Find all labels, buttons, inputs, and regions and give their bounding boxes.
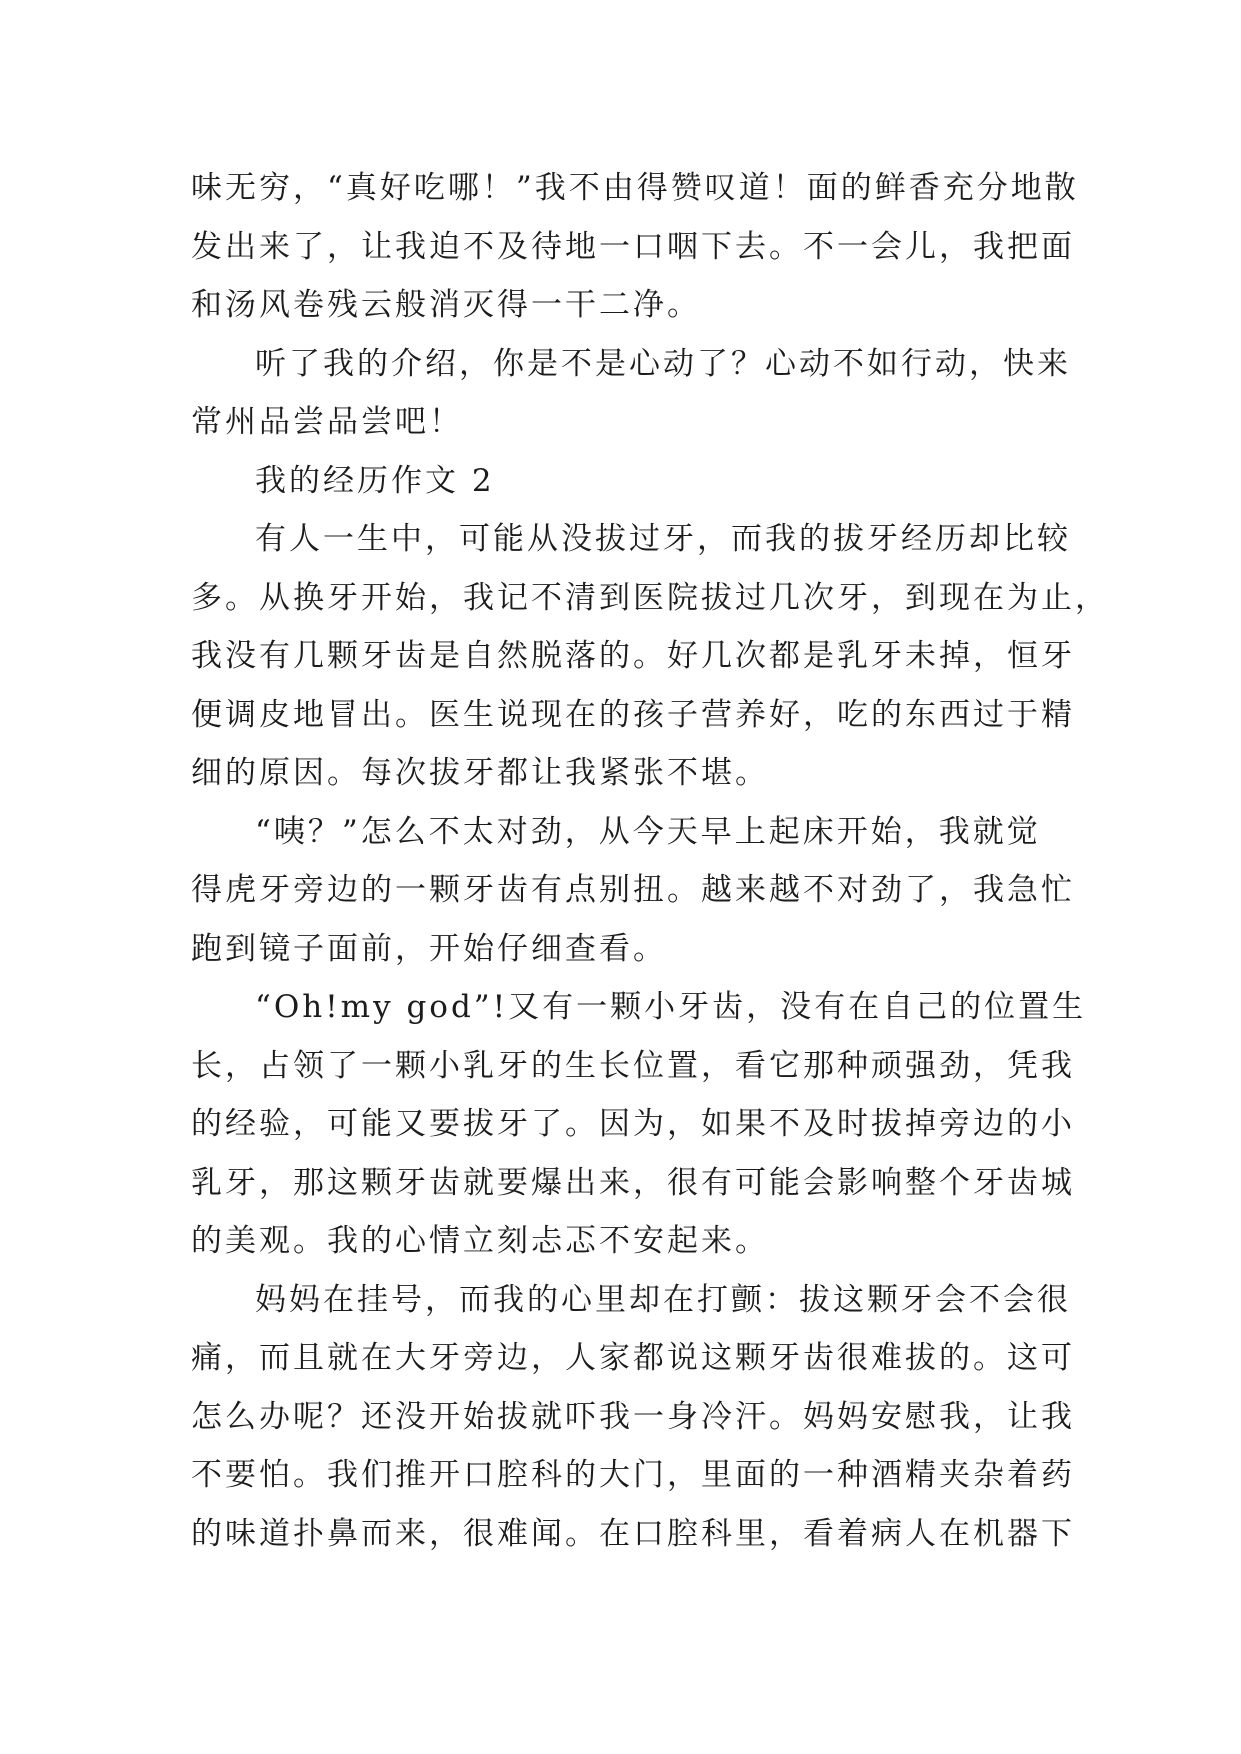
- text-line: 多。从换牙开始，我记不清到医院拔过几次牙，到现在为止，: [191, 579, 1109, 616]
- text-line: 乳牙，那这颗牙齿就要爆出来，很有可能会影响整个牙齿城: [191, 1164, 1075, 1201]
- text-line: 细的原因。每次拔牙都让我紧张不堪。: [191, 755, 769, 791]
- text-line: 味无穷，“真好吃哪！”我不由得赞叹道！面的鲜香充分地散: [191, 170, 1079, 206]
- paragraph-first-line: “Oh!my god”!又有一颗小牙齿，没有在自己的位置生: [255, 989, 1087, 1025]
- text-line: 发出来了，让我迫不及待地一口咽下去。不一会儿，我把面: [191, 228, 1075, 265]
- text-line: 我没有几颗牙齿是自然脱落的。好几次都是乳牙未掉，恒牙: [191, 638, 1075, 674]
- text-line: 的美观。我的心情立刻忐忑不安起来。: [191, 1223, 769, 1259]
- text-line: 跑到镜子面前，开始仔细查看。: [191, 930, 667, 967]
- text-line: 痛，而且就在大牙旁边，人家都说这颗牙齿很难拔的。这可: [191, 1340, 1075, 1376]
- text-line: 便调皮地冒出。医生说现在的孩子营养好，吃的东西过于精: [191, 696, 1075, 733]
- text-line: 长，占领了一颗小乳牙的生长位置，看它那种顽强劲，凭我: [191, 1047, 1075, 1084]
- paragraph-first-line: 听了我的介绍，你是不是心动了？心动不如行动，快来: [255, 345, 1071, 382]
- text-line: 常州品尝品尝吧！: [191, 404, 463, 440]
- text-line: 怎么办呢？还没开始拔就吓我一身冷汗。妈妈安慰我，让我: [191, 1398, 1075, 1435]
- text-line: 的经验，可能又要拔牙了。因为，如果不及时拔掉旁边的小: [191, 1106, 1075, 1142]
- paragraph-first-line: 有人一生中，可能从没拔过牙，而我的拔牙经历却比较: [255, 521, 1071, 557]
- document-body: [191, 159, 1109, 1563]
- paragraph-first-line: “咦？”怎么不太对劲，从今天早上起床开始，我就觉: [255, 813, 1041, 850]
- text-line: 不要怕。我们推开口腔科的大门，里面的一种酒精夹杂着药: [191, 1457, 1075, 1493]
- paragraph-first-line: 妈妈在挂号，而我的心里却在打颤：拔这颗牙会不会很: [255, 1281, 1071, 1318]
- text-line: 和汤风卷残云般消灭得一干二净。: [191, 287, 701, 323]
- text-line: 得虎牙旁边的一颗牙齿有点别扭。越来越不对劲了，我急忙: [191, 872, 1075, 908]
- text-line: 的味道扑鼻而来，很难闻。在口腔科里，看着病人在机器下: [191, 1515, 1075, 1552]
- paragraph-first-line: 我的经历作文 2: [255, 462, 495, 499]
